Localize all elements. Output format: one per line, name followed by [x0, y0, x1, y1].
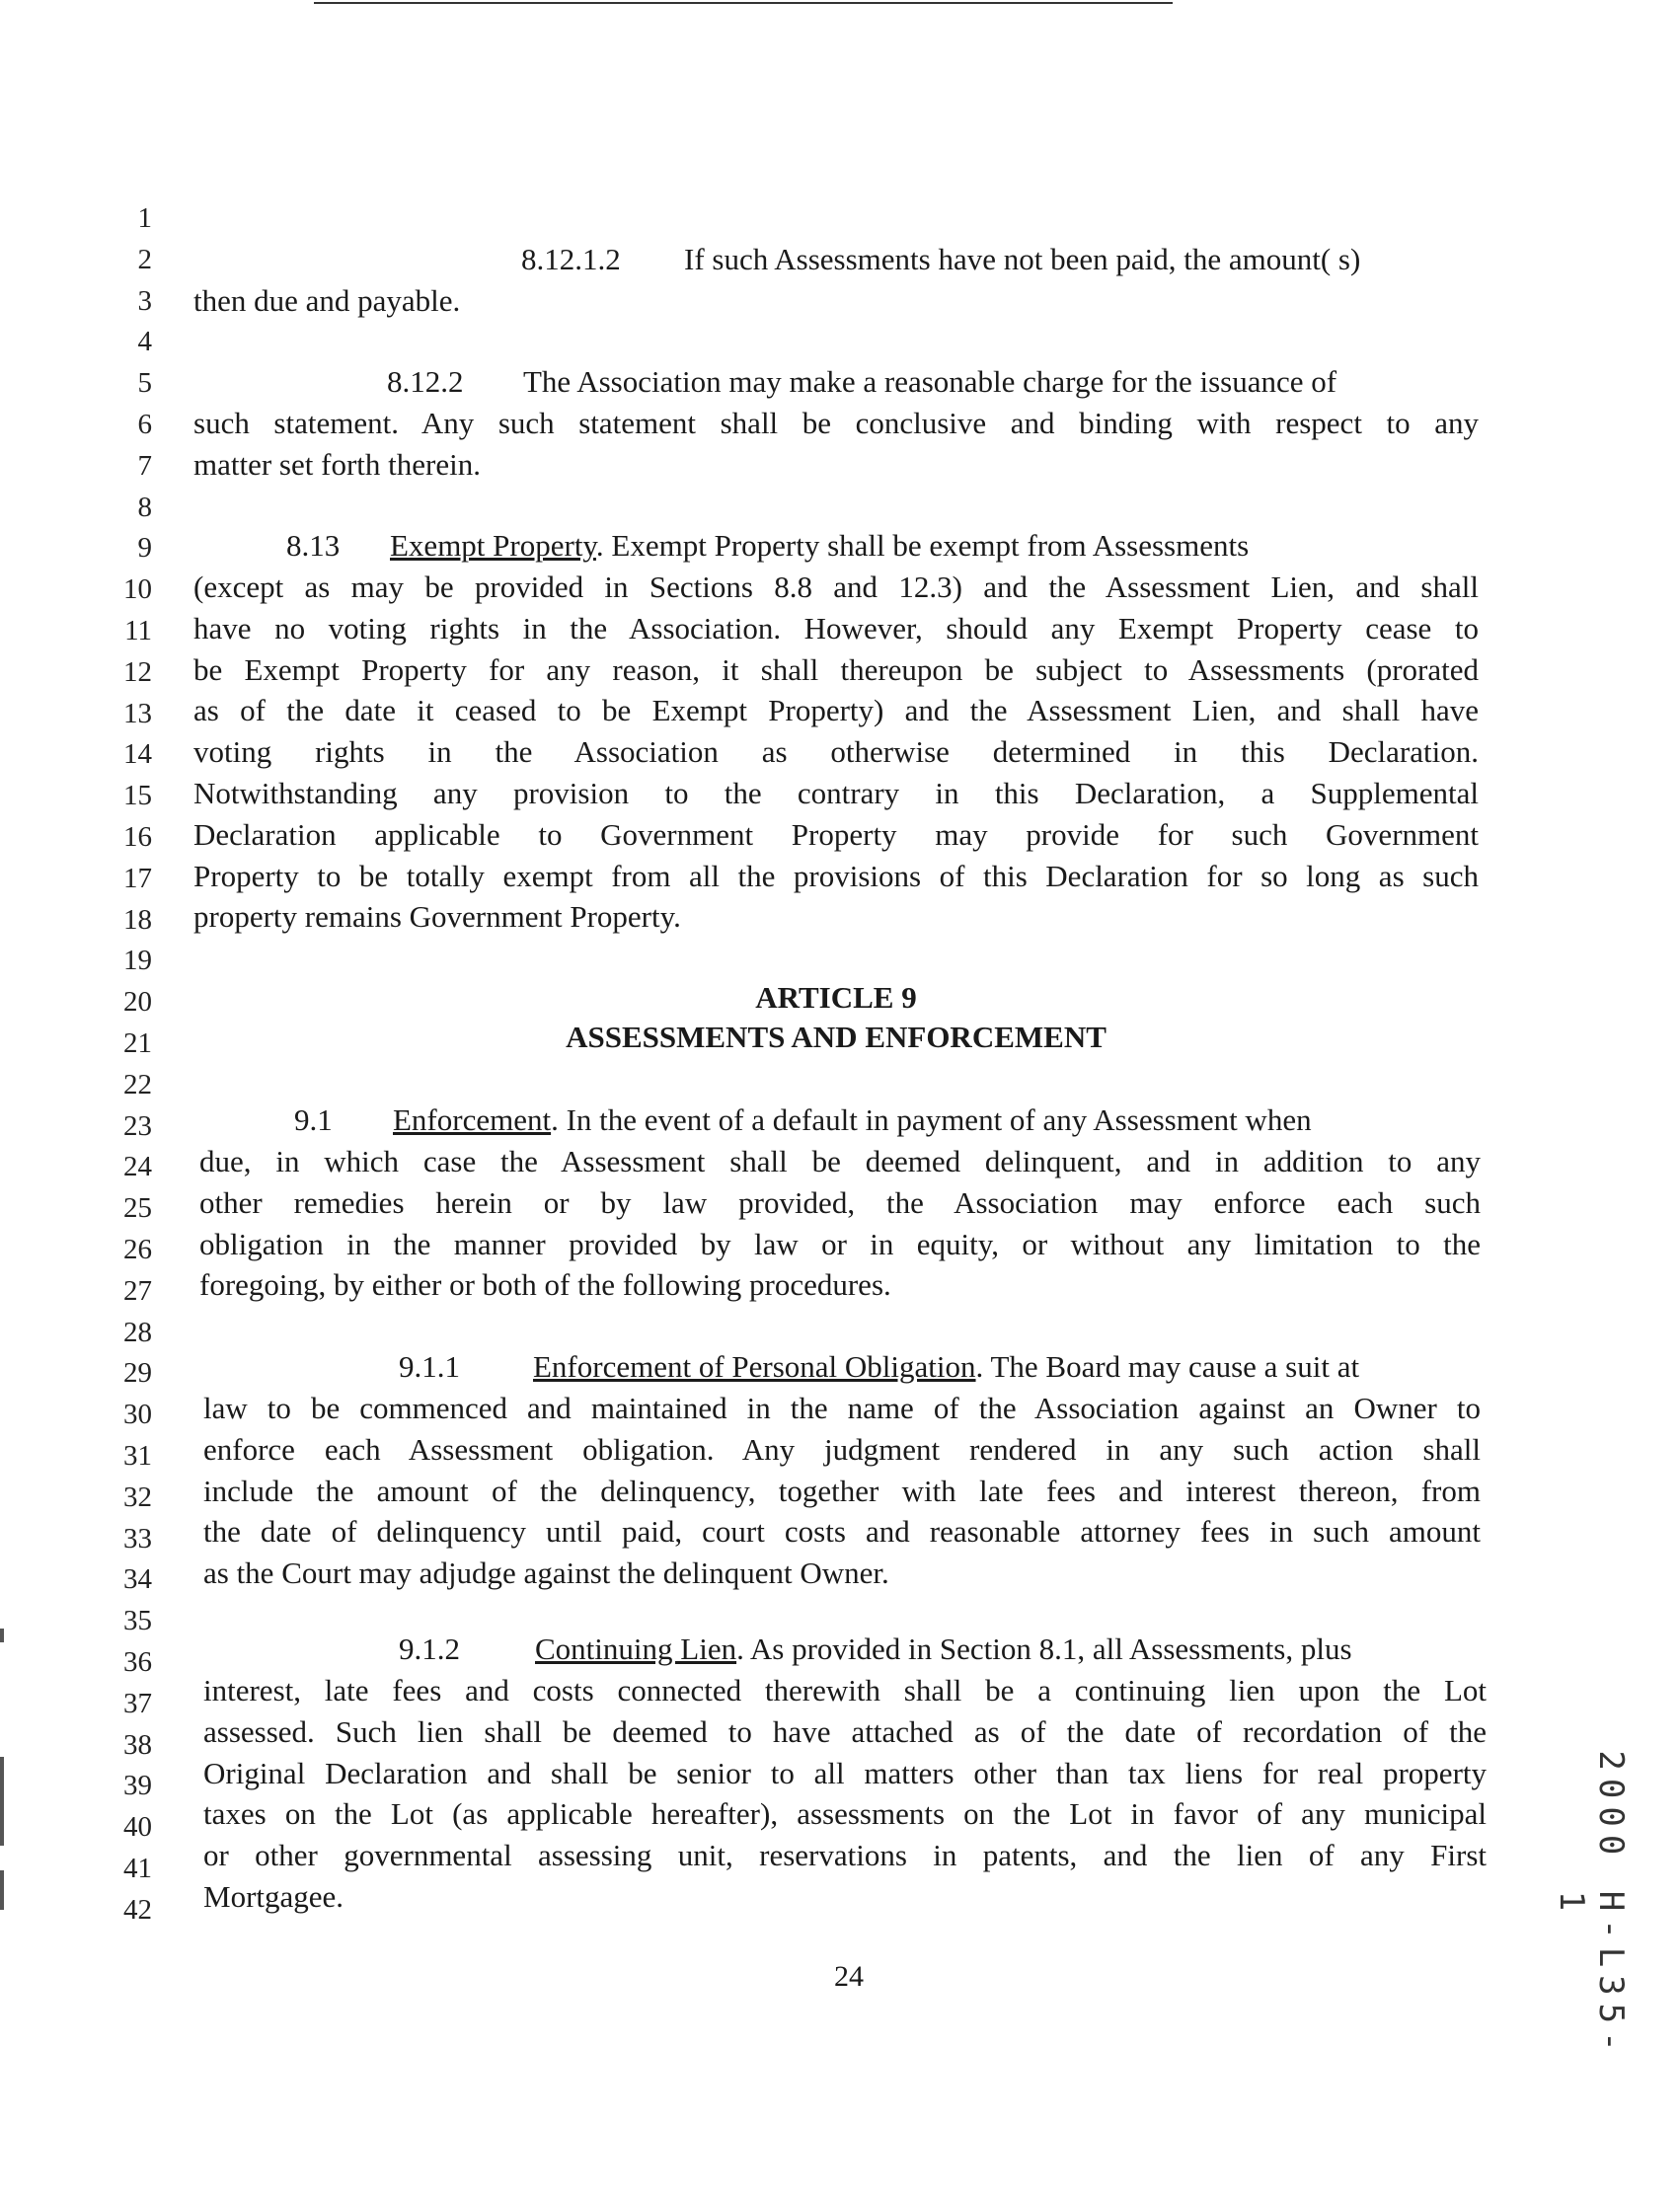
section-first-line [535, 1629, 1352, 1670]
section-text: . Exempt Property shall be exempt from Assessments [595, 528, 1250, 563]
line-number: 42 [123, 1894, 152, 1926]
section-number: 8.13 [286, 528, 341, 563]
line-number: 34 [123, 1563, 152, 1595]
section-text: matter set forth therein. [193, 447, 481, 482]
body-line: law to be commenced and maintained in the name of the Association against an Owner to [203, 1391, 1481, 1425]
line-number: 4 [137, 326, 152, 357]
body-line: (except as may be provided in Sections 8.8 and 12.3) and the Assessment Lien, and shall [193, 569, 1479, 604]
section-number: 9.1 [294, 1102, 333, 1137]
body-line: as of the date it ceased to be Exempt Property) and the Assessment Lien, and shall have [193, 693, 1479, 727]
line-number: 38 [123, 1729, 152, 1761]
article-subtitle: ASSESSMENTS AND ENFORCEMENT [566, 1020, 1107, 1054]
body-line: other remedies herein or by law provided, the Association may enforce each such [199, 1185, 1481, 1220]
top-rule [314, 2, 1173, 4]
body-line: due, in which case the Assessment shall be deemed delinquent, and in addition to any [199, 1144, 1481, 1178]
line-number: 20 [123, 986, 152, 1018]
section-first-line [533, 1346, 1359, 1388]
body-line: be Exempt Property for any reason, it shall thereupon be subject to Assessments (prorated [193, 652, 1479, 687]
line-number: 5 [137, 367, 152, 399]
line-number: 9 [137, 532, 152, 564]
line-number: 15 [123, 780, 152, 811]
line-number: 30 [123, 1399, 152, 1430]
body-line: obligation in the manner provided by law or in equity, or without any limitation to the [199, 1227, 1481, 1261]
line-number: 3 [137, 285, 152, 317]
body-line: assessed. Such lien shall be deemed to have attached as of the date of recordation of the [203, 1714, 1487, 1749]
line-number: 16 [123, 821, 152, 853]
line-number: 26 [123, 1234, 152, 1265]
scan-edge-mark [0, 1757, 4, 1846]
line-number: 13 [123, 698, 152, 729]
section-text: such statement. Any such statement shall be conclusive and binding with respect to any [193, 406, 1479, 440]
line-number: 10 [123, 573, 152, 605]
body-line: Notwithstanding any provision to the contrary in this Declaration, a Supplemental [193, 776, 1479, 810]
body-line: Property to be totally exempt from all the provisions of this Declaration for so long as such [193, 859, 1479, 893]
body-line: the date of delinquency until paid, court costs and reasonable attorney fees in such amount [203, 1514, 1481, 1549]
line-number: 32 [123, 1481, 152, 1513]
page-number: 24 [834, 1960, 864, 1993]
body-line: enforce each Assessment obligation. Any judgment rendered in any such action shall [203, 1432, 1481, 1467]
article-title: ARTICLE 9 [755, 980, 917, 1015]
line-number: 40 [123, 1811, 152, 1843]
line-number: 27 [123, 1275, 152, 1307]
body-line: voting rights in the Association as otherwise determined in this Declaration. [193, 734, 1479, 769]
line-number: 11 [124, 615, 152, 646]
line-number: 1 [137, 202, 152, 234]
section-number: 9.1.2 [399, 1631, 460, 1666]
line-number: 17 [123, 863, 152, 894]
line-number: 7 [137, 450, 152, 482]
section-text: If such Assessments have not been paid, the amount( s) [684, 242, 1361, 276]
section-heading: Exempt Property [390, 528, 596, 563]
line-number: 19 [123, 945, 152, 976]
scan-edge-mark [0, 1629, 4, 1642]
section-heading: Enforcement of Personal Obligation [533, 1349, 976, 1384]
line-number: 18 [123, 904, 152, 936]
body-line: taxes on the Lot (as applicable hereafter), assessments on the Lot in favor of any municipal [203, 1796, 1487, 1831]
scan-edge-mark [0, 1870, 4, 1910]
line-number: 14 [123, 738, 152, 770]
recording-stamp-text: 2000 H-L35-1 [1552, 1750, 1631, 2060]
section-heading: Enforcement [393, 1102, 552, 1137]
section-number: 8.12.2 [387, 364, 464, 399]
line-number: 36 [123, 1646, 152, 1678]
line-number: 2 [137, 244, 152, 275]
body-line: include the amount of the delinquency, together with late fees and interest thereon, from [203, 1474, 1481, 1508]
line-number: 39 [123, 1770, 152, 1801]
line-number: 22 [123, 1069, 152, 1100]
section-heading: Continuing Lien [535, 1631, 737, 1666]
recording-stamp [1552, 1717, 1631, 2060]
body-line: as the Court may adjudge against the delinquent Owner. [203, 1555, 889, 1590]
section-text: . In the event of a default in payment of any Assessment when [551, 1102, 1312, 1137]
body-line: Declaration applicable to Government Property may provide for such Government [193, 817, 1479, 852]
line-number: 24 [123, 1151, 152, 1182]
body-line: interest, late fees and costs connected therewith shall be a continuing lien upon the Lot [203, 1673, 1487, 1707]
line-number: 28 [123, 1317, 152, 1348]
section-first-line [393, 1100, 1312, 1141]
body-line: or other governmental assessing unit, reservations in patents, and the lien of any First [203, 1838, 1487, 1872]
line-number: 41 [123, 1853, 152, 1884]
line-number: 33 [123, 1523, 152, 1555]
line-number: 8 [137, 492, 152, 523]
body-line: Original Declaration and shall be senior to all matters other than tax liens for real property [203, 1756, 1487, 1790]
section-text: . The Board may cause a suit at [975, 1349, 1360, 1384]
line-number: 31 [123, 1440, 152, 1472]
line-number: 37 [123, 1688, 152, 1719]
section-number: 9.1.1 [399, 1349, 460, 1384]
line-number: 21 [123, 1027, 152, 1059]
section-text: The Association may make a reasonable charge for the issuance of [523, 364, 1337, 399]
section-text: . As provided in Section 8.1, all Assessments, plus [736, 1631, 1352, 1666]
line-number: 25 [123, 1192, 152, 1224]
line-number: 6 [137, 409, 152, 440]
section-first-line [390, 525, 1249, 567]
body-line: Mortgagee. [203, 1879, 344, 1914]
line-number: 12 [123, 656, 152, 688]
line-number: 23 [123, 1110, 152, 1142]
line-number: 35 [123, 1605, 152, 1636]
line-number: 29 [123, 1357, 152, 1389]
section-text: then due and payable. [193, 283, 461, 318]
body-line: property remains Government Property. [193, 899, 681, 934]
body-line: have no voting rights in the Association. However, should any Exempt Property cease to [193, 611, 1479, 645]
body-line: foregoing, by either or both of the following procedures. [199, 1267, 891, 1302]
section-number: 8.12.1.2 [521, 242, 621, 276]
